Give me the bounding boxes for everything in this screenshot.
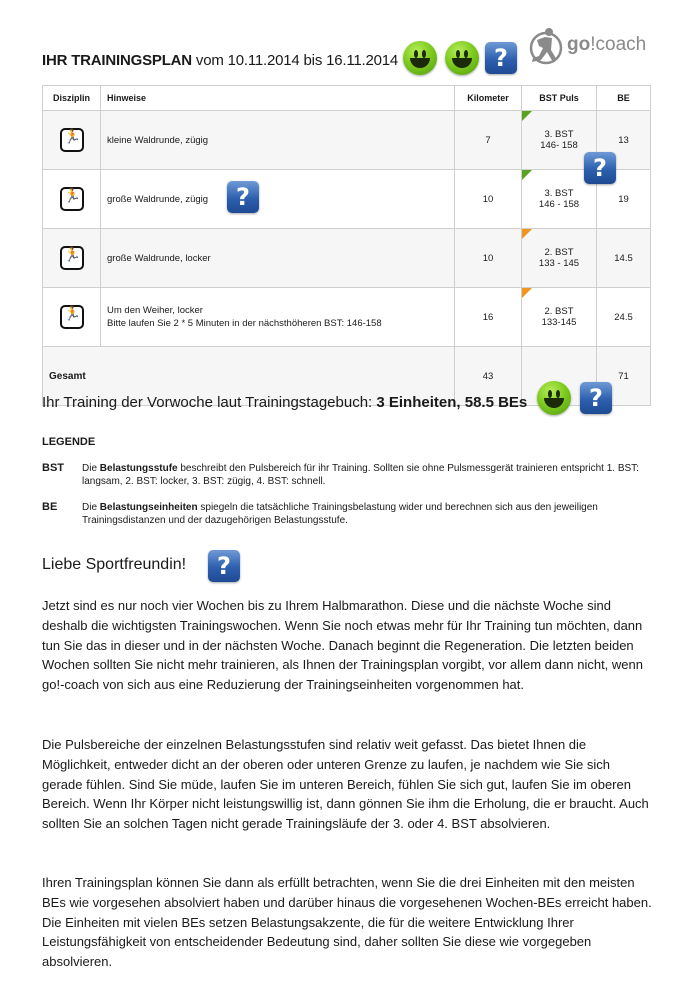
col-disziplin: Disziplin — [43, 86, 101, 111]
total-be: 71 — [597, 347, 651, 406]
letter-paragraph: Ihren Trainingsplan können Sie dann als erfüllt betrachten, wenn Sie die drei Einheiten mit den meisten BEs wie vorgesehen absolviert haben und darüber hinaus die vorgesehenen Wochen-BEs erreicht haben. Die Einheiten mit vielen BEs setzen Belastungsakzente, die für die weitere Entwicklung Ihrer Leistungsfähigkeit von entscheidender Bedeutung sind, daher sollten Sie diese wie vorgegeben absolvieren. — [42, 875, 652, 970]
bst-flag-green — [522, 111, 532, 121]
page-title — [42, 52, 398, 69]
row-bst: 2. BST — [544, 247, 574, 258]
table-row — [43, 288, 651, 347]
help-button[interactable]: ? — [485, 42, 517, 74]
table-header-row — [43, 86, 651, 111]
row-bst: 3. BST — [544, 129, 574, 140]
table-row — [43, 229, 651, 288]
smiley-icon — [445, 41, 479, 75]
smiley-icon — [537, 381, 571, 415]
row-note: große Waldrunde, locker — [101, 229, 455, 288]
row-puls: 133-145 — [541, 317, 577, 328]
letter-paragraph: Jetzt sind es nur noch vier Wochen bis zu Ihrem Halbmarathon. Diese und die nächste Woche sind deshalb die wichtigsten Trainingswochen. Wenn Sie noch etwas mehr für Ihr Training tun möchten, dann tun Sie das in dieser und in der nächsten Woche. Danach beginnt die Regeneration. Die letzten beiden Wochen sollten Sie nicht mehr trainieren, als Ihnen der Trainingsplan vorgibt, vor allem dann nicht, wenn go!-coach von sich aus eine Reduzierung der Trainingseinheiten vorgenommen hat. — [42, 598, 643, 693]
previous-week-summary: Ihr Training der Vorwoche laut Trainingstagebuch: 3 Einheiten, 58.5 BEs — [42, 394, 528, 411]
row-km: 10 — [455, 170, 522, 229]
title-bold: IHR TRAININGSPLAN — [42, 52, 192, 69]
bst-flag-green — [522, 170, 532, 180]
legend-title: LEGENDE — [42, 436, 96, 448]
row-puls: 146 - 158 — [538, 199, 580, 210]
row-km: 16 — [455, 288, 522, 347]
smiley-icon — [403, 41, 437, 75]
letter-paragraph: Die Pulsbereiche der einzelnen Belastungsstufen sind relativ weit gefasst. Das bietet Ihnen die Möglichkeit, entweder dicht an der oberen oder unteren Grenze zu laufen, je nachdem wie Sie sich gerade fühlen. Sind Sie müde, laufen Sie im unteren Bereich, fühlen Sie sich gut, laufen Sie im oberen Bereich. Wenn Ihr Körper nicht leistungswillig ist, dann gönnen Sie ihm die Erholung, die er braucht. Auch sollten Sie an solchen Tagen nicht gerade Trainingsläufe der 3. oder 4. BST absolvieren. — [42, 737, 649, 832]
row-km: 10 — [455, 229, 522, 288]
col-kilometer: Kilometer — [455, 86, 522, 111]
running-icon: 🏃 — [60, 128, 84, 152]
bst-flag-orange — [522, 288, 532, 298]
help-button[interactable]: ? — [584, 152, 616, 184]
total-label: Gesamt — [43, 347, 455, 406]
help-button[interactable]: ? — [208, 550, 240, 582]
col-hinweise: Hinweise — [101, 86, 455, 111]
row-km: 7 — [455, 111, 522, 170]
training-plan-table — [42, 85, 651, 406]
total-km: 43 — [455, 347, 522, 406]
gocoach-logo: go!coach — [527, 26, 652, 68]
legend-item-be: BE Die Belastungseinheiten spiegeln die tatsächliche Trainingsbelastung wider und berechnen sich aus den jeweiligen Trainingsdistanzen und der dazugehörigen Belastungsstufe. — [42, 501, 598, 526]
help-button[interactable]: ? — [580, 382, 612, 414]
table-row — [43, 170, 651, 229]
col-bst-puls: BST Puls — [522, 86, 597, 111]
row-bst: 3. BST — [544, 188, 574, 199]
legend-item-bst: BST Die Belastungsstufe beschreibt den Pulsbereich für ihr Training. Sollten sie ohne Pulsmessgerät trainieren entspricht 1. BST: langsam, 2. BST: locker, 3. BST: zügig, 4. BST: schnell. — [42, 462, 639, 487]
bst-flag-orange — [522, 229, 532, 239]
running-icon: 🏃 — [60, 305, 84, 329]
runner-logo-icon — [527, 26, 565, 68]
row-be: 13 — [597, 111, 651, 170]
row-bst: 2. BST — [544, 306, 574, 317]
help-button[interactable]: ? — [227, 181, 259, 213]
row-puls: 146- 158 — [540, 140, 578, 151]
row-note-detail: Bitte laufen Sie 2 * 5 Minuten in der nächsthöheren BST: 146-158 — [107, 318, 382, 329]
row-be: 19 — [597, 170, 651, 229]
row-be: 24.5 — [597, 288, 651, 347]
running-icon: 🏃 — [60, 246, 84, 270]
title-dates: vom 10.11.2014 bis 16.11.2014 — [195, 52, 399, 69]
row-be: 14.5 — [597, 229, 651, 288]
running-icon: 🏃 — [60, 187, 84, 211]
previous-week-value: 3 Einheiten, 58.5 BEs — [376, 394, 528, 411]
col-be: BE — [597, 86, 651, 111]
row-puls: 133 - 145 — [538, 258, 580, 269]
row-note: große Waldrunde, zügig — [107, 193, 209, 205]
table-row — [43, 111, 651, 170]
row-note: kleine Waldrunde, zügig — [101, 111, 455, 170]
row-note: Um den Weiher, locker — [107, 305, 203, 316]
greeting: Liebe Sportfreundin! — [42, 556, 187, 573]
